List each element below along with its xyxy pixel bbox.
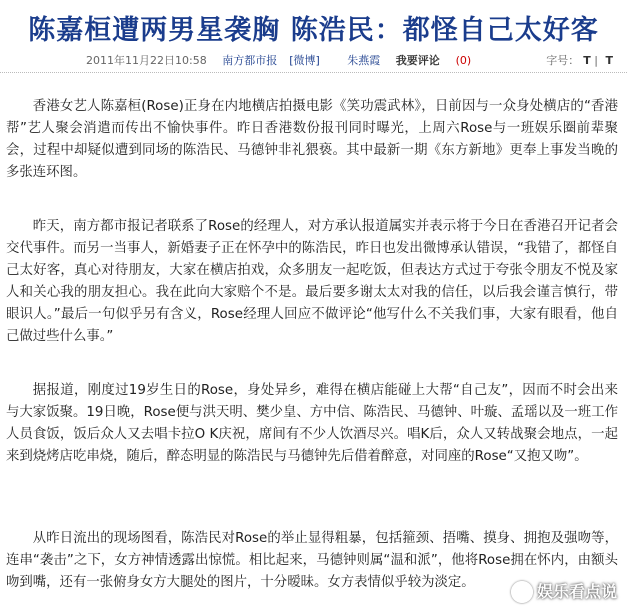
- watermark-logo-icon: [511, 581, 533, 603]
- font-large-button[interactable]: T: [583, 54, 591, 67]
- comment-count: (0): [455, 54, 472, 67]
- comment-link[interactable]: [396, 54, 483, 67]
- article-meta: [86, 52, 495, 68]
- font-size-label: 字号：: [546, 54, 580, 67]
- source-link[interactable]: 南方都市报: [222, 54, 278, 67]
- author-name[interactable]: 朱燕霞: [347, 54, 381, 67]
- article-paragraph: 从昨日流出的现场图看，陈浩民对Rose的举止显得粗暴，包括箍颈、捂嘴、摸身、拥抱及强吻等，连串“袭击”之下，女方神情透露出惊慌。相比起来，马德钟则属“温和派”，他将Rose拥在怀内，由额头吻到嘴，还有一张俯身女方大腿处的图片，十分暧昧。女方表情似乎较为淡定。: [6, 531, 618, 590]
- header-divider: [0, 72, 627, 73]
- publish-datetime: 2011年11月22日10:58: [86, 54, 207, 67]
- watermark-text: 娱乐看点说: [536, 581, 617, 601]
- comment-label[interactable]: 我要评论: [395, 54, 440, 67]
- article-paragraph: 昨天，南方都市报记者联系了Rose的经理人，对方承认报道属实并表示将于今日在香港召开记者会交代事件。而另一当事人，新婚妻子正在怀孕中的陈浩民，昨日也发出微博承认错误，“我错了，都怪自己太好客，真心对待朋友，大家在横店拍戏，众多朋友一起吃饭，但表达方式过于夸张令朋友不悦及家人和关心我的朋友担心。我在此向大家赔个不是。最后要多谢太太对我的信任，以后我会谨言慎行，带眼识人。”最后一句似乎另有含义，Rose经理人回应不做评论“他写什么不关我们事，大家有眼看，他自己做过些什么事。”: [6, 219, 618, 344]
- source-group: [222, 54, 332, 67]
- font-size-control: 字号： T | T: [546, 54, 613, 67]
- article-paragraph: 香港女艺人陈嘉桓(Rose)正身在内地横店拍摄电影《笑功震武林》，日前因与一众身处横店的“香港帮”艺人聚会消遣而传出不愉快事件。昨日香港数份报刊同时曝光，上周六Rose与一班娱乐圈前辈聚会，过程中却疑似遭到同场的陈浩民、马德钟非礼猥亵。其中最新一期《东方新地》更奉上事发当晚的多张连环图。: [6, 99, 618, 180]
- article-headline: 陈嘉桓遭两男星袭胸 陈浩民：都怪自己太好客: [28, 15, 599, 46]
- font-small-button[interactable]: T: [605, 54, 613, 67]
- watermark: [511, 579, 617, 604]
- article-paragraph: 据报道，刚度过19岁生日的Rose，身处异乡，难得在横店能碰上大帮“自己友”，因而不时会出来与大家饭聚。19日晚，Rose便与洪天明、樊少皇、方中信、陈浩民、马德钟、叶璇、孟瑶以及一班工作人员食饭，饭后众人又去唱卡拉O K庆祝，席间有不少人饮酒尽兴。唱K后，众人又转战聚会地点，一起来到烧烤店吃串烧，随后，醉态明显的陈浩民与马德钟先后借着醉意，对同座的Rose“又抱又吻”。: [6, 383, 618, 464]
- weibo-link[interactable]: [微博]: [289, 54, 320, 67]
